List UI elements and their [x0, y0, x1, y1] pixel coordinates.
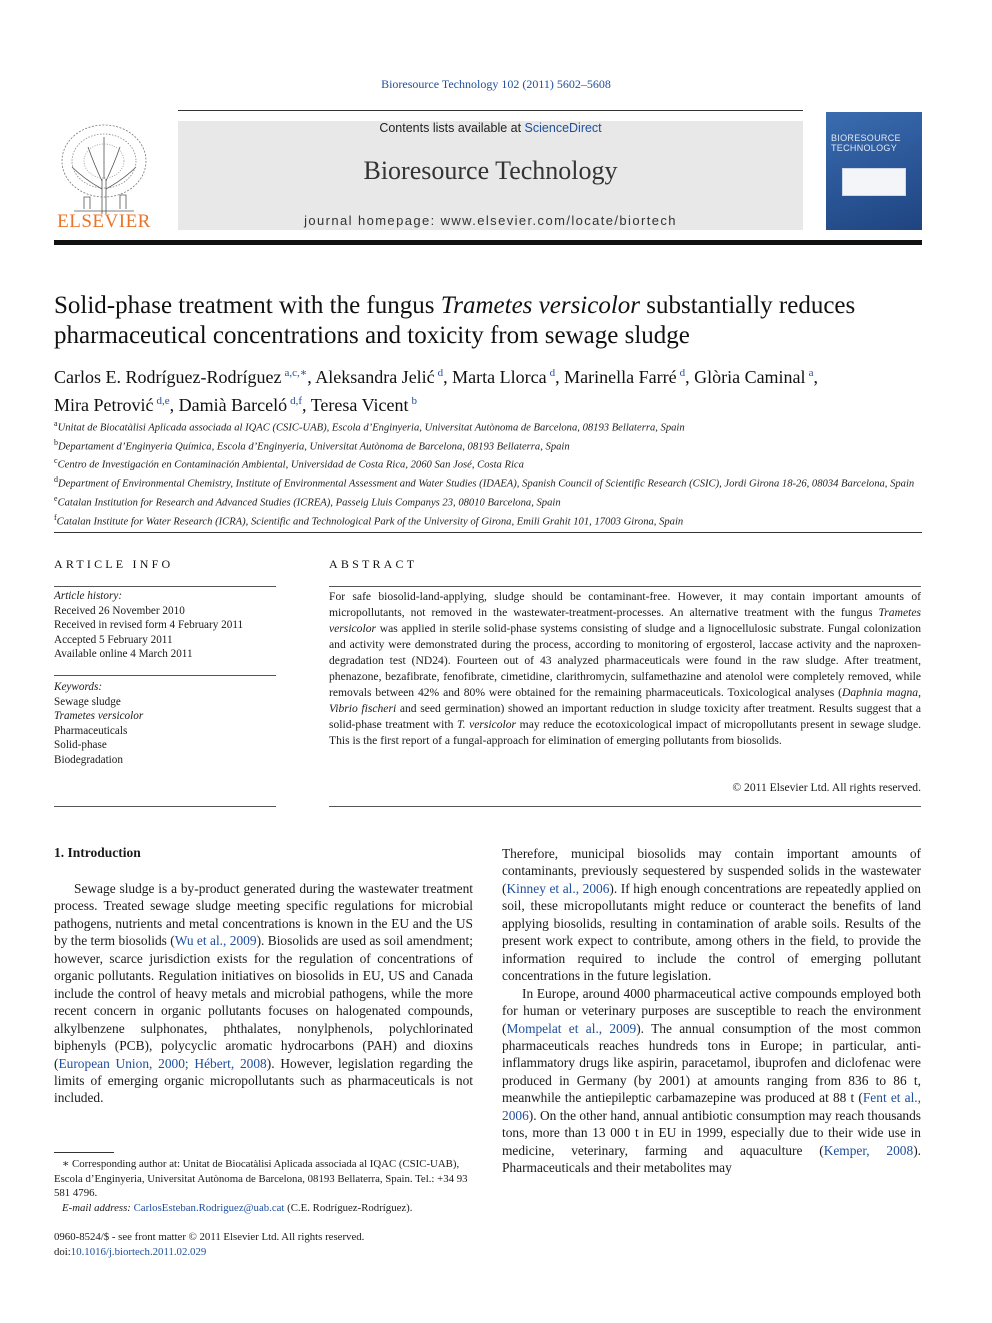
doi-line: [54, 1245, 554, 1260]
abstract-segment: and seed germination) showed an important reduction in sludge toxicity after treatment. Results suggest that a solid-phase treatment with: [329, 702, 921, 731]
text: ). Pharmaceuticals and their metabolites may: [502, 1142, 921, 1176]
corresponding-author-footnote: [54, 1157, 473, 1215]
cover-title: BIORESOURCE TECHNOLOGY: [831, 133, 901, 153]
section-heading-introduction: 1. Introduction: [54, 845, 141, 860]
email-suffix: (C.E. Rodríguez-Rodríguez).: [284, 1201, 413, 1214]
journal-homepage[interactable]: journal homepage: www.elsevier.com/locate/biortech: [304, 213, 677, 228]
affiliation-item: [54, 511, 924, 530]
article-info-rule: [54, 806, 276, 807]
affiliation-marker: b: [54, 437, 58, 447]
body-column-left: [54, 880, 473, 1107]
affiliation-text: Unitat de Biocatàlisi Aplicada associada al IQAC (CSIC-UAB), Escola d’Enginyeria, Universitat Autònoma de Barcelona, 08193 Bellaterra, Spain: [57, 422, 685, 434]
affiliation-item: [54, 454, 924, 473]
text: ). The annual consumption of the most common pharmaceuticals reaches hundreds tons in Europe; in particular, anti-inflammatory drugs like aspirin, paracetamol, ibuprofen and diclofenac were produced in Germany (by 2001) at amounts ranging from 836 to 86 t, meanwhile the antiepileptic carbamazepine was produced at 88 t (: [502, 1020, 921, 1106]
affiliation-marker: a: [54, 419, 58, 428]
article-info-rule: [54, 675, 276, 676]
keyword-item: Solid-phase: [54, 739, 107, 751]
article-info-rule: [54, 586, 276, 587]
sciencedirect-link[interactable]: ScienceDirect: [524, 121, 602, 135]
cover-figure: [842, 168, 906, 196]
author-affiliation-marker[interactable]: d,e: [156, 395, 170, 407]
keywords: [54, 680, 276, 767]
author-name: Carlos E. Rodríguez-Rodríguez: [54, 367, 282, 387]
affiliation-text: Departament d’Enginyeria Química, Escola d’Enginyeria, Universitat Autònoma de Barcelona, 08193 Bellaterra, Spain: [58, 441, 570, 453]
email-link[interactable]: CarlosEsteban.Rodriguez@uab.cat: [133, 1201, 285, 1214]
footnote-rule: [54, 1152, 114, 1153]
text: Sewage sludge is a by-product generated during the wastewater treatment process. Treated sewage sludge meeting specific regulations for microbial pathogens, nutrients and metal concentrations is known in the EU and the US by the term biosolids (: [54, 881, 473, 949]
affiliation-item: [54, 473, 924, 492]
author-separator: ,: [169, 395, 179, 415]
title-species: Trametes versicolor: [440, 292, 641, 319]
citation-link[interactable]: Kinney et al., 2006: [506, 880, 610, 896]
author-name: Teresa Vicent: [310, 395, 409, 415]
email-label: E-mail address:: [62, 1201, 134, 1214]
contents-available-line: [178, 121, 803, 135]
affiliation-text: Centro de Investigación en Contaminación Ambiental, Universidad de Costa Rica, 2060 San José, Costa Rica: [57, 460, 524, 471]
abstract-segment: ,: [918, 686, 921, 699]
author-affiliation-marker[interactable]: a,c,∗: [284, 367, 308, 379]
history-item: Received in revised form 4 February 2011: [54, 619, 244, 631]
affiliation-item: [54, 436, 924, 455]
author-affiliation-marker[interactable]: d: [437, 367, 444, 379]
affiliation-rule: [54, 532, 922, 533]
citation-link[interactable]: Fent et al., 2006: [502, 1090, 921, 1123]
article-title: [54, 291, 934, 351]
text: In Europe, around 4000 pharmaceutical active compounds employed both for human or veterinary purposes are susceptible to reach the environment (: [502, 985, 921, 1036]
header-rule: [178, 110, 803, 111]
corresponding-text: ∗ Corresponding author at: Unitat de Biocatàlisi Aplicada associada al IQAC (CSIC-UAB), Escola d’Enginyeria, Universitat Autònoma de Barcelona, 08193 Bellaterra, Spain. Tel.: +34 93 581 4796.: [54, 1158, 468, 1199]
affiliation-marker: d: [54, 475, 58, 485]
affiliation-text: Catalan Institute for Water Research (ICRA), Scientific and Technological Park of the University of Girona, Emili Grahit 101, 17003 Girona, Spain: [56, 516, 684, 528]
abstract-segment: For safe biosolid-land-applying, sludge should be contaminant-free. However, it may contain important amounts of micropollutants, not removed in the wastewater-treatment-processes. An alternative treatment with the fungus: [329, 590, 921, 619]
contents-prefix: Contents lists available at: [379, 121, 525, 135]
affiliation-item: [54, 492, 924, 511]
text: ). If high enough concentrations are repeatedly applied on soil, these micropollutants might reduce or counteract the benefits of land applying biosolids, resulting in contamination of arable soils. Results of the present work expect to contribute, among others in the field, to provide the information required to include the control of emerging pollutant concentrations in the future legislation.: [502, 880, 921, 984]
history-label: Article history:: [54, 590, 123, 602]
author-name: Marta Llorca: [452, 367, 547, 387]
author-name: Mira Petrović: [54, 395, 154, 415]
abstract-species: T. versicolor: [456, 718, 517, 731]
author-affiliation-marker[interactable]: d: [549, 367, 556, 379]
keyword-item: Biodegradation: [54, 753, 123, 766]
header-thick-rule: [54, 240, 922, 245]
affiliation-marker: c: [54, 456, 58, 466]
affiliation-list: [54, 417, 924, 529]
doi-label: doi:: [54, 1245, 71, 1258]
history-item: Accepted 5 February 2011: [54, 633, 173, 646]
abstract-species: Trametes versicolor: [329, 606, 921, 635]
history-item: Received 26 November 2010: [54, 604, 185, 617]
citation-link[interactable]: Kemper, 2008: [823, 1142, 914, 1158]
issn-line: 0960-8524/$ - see front matter © 2011 Elsevier Ltd. All rights reserved.: [54, 1231, 365, 1243]
author-list: [54, 361, 934, 417]
abstract-copyright: © 2011 Elsevier Ltd. All rights reserved.: [732, 781, 921, 794]
keywords-label: Keywords:: [54, 681, 103, 693]
abstract-heading: ABSTRACT: [329, 557, 418, 571]
keyword-item: Sewage sludge: [54, 695, 121, 708]
elsevier-wordmark[interactable]: ELSEVIER: [57, 211, 151, 232]
citation-link[interactable]: Mompelat et al., 2009: [506, 1020, 637, 1036]
author-separator: ,: [685, 367, 695, 387]
text: ). On the other hand, annual antibiotic consumption may reach thousands tons, more than 13 000 t in EU in 1999, especially due to their wide use in medicine, veterinary, farming and aquaculture (: [502, 1107, 921, 1158]
title-text-2: substantially reduces pharmaceutical concentrations and toxicity from sewage sludge: [54, 292, 856, 349]
abstract-species: Vibrio fischeri: [329, 702, 397, 715]
author-separator: ,: [302, 395, 311, 415]
author-separator: ,: [307, 367, 316, 387]
citation-link[interactable]: European Union, 2000; Hébert, 2008: [58, 1055, 267, 1071]
author-affiliation-marker[interactable]: d,f: [290, 395, 302, 407]
abstract-segment: may reduce the ecotoxicological impact of micropollutants present in sewage sludge. This is the first report of a fungal-approach for elimination of emerging pollutants from biosolids.: [329, 718, 921, 747]
doi-link[interactable]: 10.1016/j.biortech.2011.02.029: [70, 1245, 207, 1258]
affiliation-item: [54, 417, 924, 436]
body-column-right: [502, 845, 921, 1177]
paragraph: [54, 880, 473, 1107]
text: ). Biosolids are used as soil amendment; however, scarce jurisdiction exists for the regulation of concentrations of organic pollutants. Regulation initiatives on biosolids in EU, US and Canada include the control of heavy metals and microbial pathogens, while the more recent concern in organic pollutants focuses on halogenated compounds, alkylbenzene sulphonates, phthalates, nonylphenols, polychlorinated biphenyls (PCB), polycyclic aromatic hydrocarbons (PAH) and dioxins (: [54, 933, 473, 1071]
abstract-species: Daphnia magna: [842, 686, 919, 699]
affiliation-marker: e: [54, 493, 58, 503]
text: ). However, legislation regarding the limits of emerging organic micropollutants such as pharmaceuticals is not included.: [54, 1055, 473, 1106]
affiliation-text: Catalan Institution for Research and Advanced Studies (ICREA), Passeig Lluis Companys 23, 08010 Barcelona, Spain: [57, 497, 561, 509]
author-separator: ,: [813, 367, 818, 387]
title-text-1: Solid-phase treatment with the fungus: [54, 292, 441, 319]
history-item: Available online 4 March 2011: [54, 648, 193, 660]
keyword-item: Pharmaceuticals: [54, 724, 128, 737]
author-affiliation-marker[interactable]: b: [411, 395, 417, 407]
abstract-text: [329, 589, 921, 749]
keyword-item: Trametes versicolor: [54, 710, 144, 722]
journal-citation[interactable]: Bioresource Technology 102 (2011) 5602–5608: [381, 77, 611, 91]
paragraph: [502, 845, 921, 985]
author-affiliation-marker[interactable]: a: [808, 367, 814, 379]
email-line: [54, 1201, 473, 1216]
author-separator: ,: [443, 367, 453, 387]
paragraph: [502, 985, 921, 1177]
abstract-rule: [329, 586, 921, 587]
citation-link[interactable]: Wu et al., 2009: [174, 933, 257, 949]
author-separator: ,: [555, 367, 565, 387]
affiliation-text: Department of Environmental Chemistry, Institute of Environmental Assessment and Water Studies (IDAEA), Spanish Council of Scientific Research (CSIC), Jordi Girona 18-26, 08034 Barcelona, Spain: [58, 478, 915, 490]
abstract-rule: [329, 806, 921, 807]
author-name: Glòria Caminal: [694, 367, 806, 387]
author-affiliation-marker[interactable]: d: [679, 367, 686, 379]
author-name: Marinella Farré: [564, 367, 677, 387]
article-info-heading: ARTICLE INFO: [54, 557, 174, 571]
affiliation-marker: f: [54, 512, 57, 522]
author-name: Aleksandra Jelić: [315, 367, 435, 387]
abstract-segment: was applied in sterile solid-phase systems consisting of sludge and a lignocellulosic substrate. Fungal colonization and activity were demonstrated during the process, according to monitoring of ergosterol, laccase activity and the naproxen-degradation test (ND24). Fourteen out of 43 analyzed pharmaceuticals were found in the raw sludge. After treatment, phenazone, bezafibrate, fenofibrate, cimetidine, clarithromycin, sulfamethazine and atenolol were completely removed, while removals between 42% and 80% were obtained for the remaining pharmaceuticals. Toxicological analyses (: [329, 622, 921, 699]
author-name: Damià Barceló: [178, 395, 288, 415]
text: Therefore, municipal biosolids may contain important amounts of contaminants, previously sequestered by suspended solids in the wastewater (: [502, 846, 921, 896]
page-footer: [54, 1230, 554, 1259]
journal-name: Bioresource Technology: [363, 156, 618, 185]
article-history: [54, 589, 276, 662]
